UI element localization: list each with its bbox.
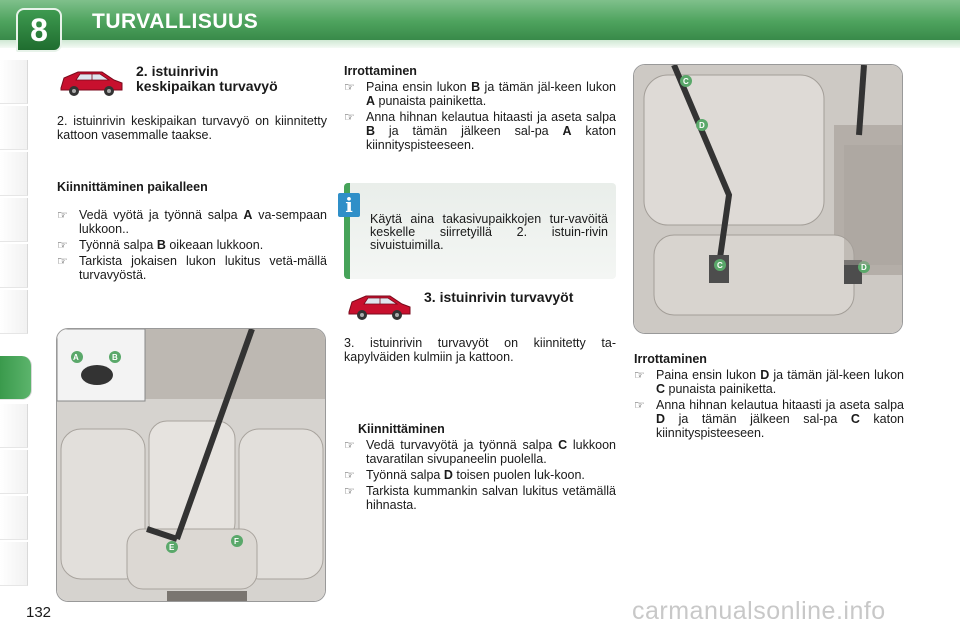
bullet-icon: ☞ [344,438,355,452]
info-icon: i [338,193,360,217]
row3-intro: 3. istuinrivin turvavyöt on kiinnitetty ta-kapylväiden kulmiin ja kattoon. [344,336,616,364]
heading-line: 2. istuinrivin [136,63,219,79]
fasten3-list [344,438,616,514]
photo-label: D [861,263,867,272]
list-item: ☞ Vedä vyötä ja työnnä salpa A va-sempaan lukkoon.. [57,208,327,236]
photo-label: B [112,353,118,362]
photo-label: C [717,261,723,270]
bullet-icon: ☞ [57,254,68,268]
chapter-tab[interactable] [0,106,28,150]
chapter-tab[interactable] [0,152,28,196]
section-heading-row2 [136,64,278,94]
release-list [344,80,616,154]
heading-line: keskipaikan turvavyö [136,78,278,94]
photo-label: D [699,121,705,130]
fasten-heading: Kiinnittäminen paikalleen [57,180,208,194]
list-item: ☞ Anna hihnan kelautua hitaasti ja aseta salpa B ja tämän jälkeen sal-pa A katon kiinnityspisteeseen. [344,110,616,152]
chapter-tab-active[interactable] [0,356,32,400]
seatbelt-photo-row3 [633,64,903,334]
list-item: ☞ Vedä turvavyötä ja työnnä salpa C lukkoon tavaratilan sivupaneelin puolella. [344,438,616,466]
list-item: ☞ Paina ensin lukon D ja tämän jäl-keen lukon C punaista painiketta. [634,368,905,396]
section-heading-row3: 3. istuinrivin turvavyöt [424,289,574,305]
list-item: ☞ Työnnä salpa D toisen puolen luk-koon. [344,468,585,482]
bullet-icon: ☞ [57,208,68,222]
chapter-tab[interactable] [0,244,28,288]
list-item: ☞ Tarkista jokaisen lukon lukitus vetä-mällä turvavyöstä. [57,254,327,282]
photo-label: A [73,353,79,362]
chapter-tab[interactable] [0,198,28,242]
release3-list [634,368,904,442]
release3-heading: Irrottaminen [634,352,707,366]
chapter-tab[interactable] [0,496,28,540]
bullet-icon: ☞ [344,468,355,482]
chapter-tab[interactable] [0,450,28,494]
bullet-icon: ☞ [344,80,355,94]
fasten-list [57,208,327,284]
list-item: ☞ Paina ensin lukon B ja tämän jäl-keen lukon A punaista painiketta. [344,80,616,108]
bullet-icon: ☞ [57,238,68,252]
chapter-number-badge: 8 [16,8,62,52]
watermark: carmanualsonline.info [632,597,886,625]
row2-intro: 2. istuinrivin keskipaikan turvavyö on kiinnitetty kattoon vasemmalle taakse. [57,114,327,142]
list-item: ☞ Työnnä salpa B oikeaan lukkoon. [57,238,264,252]
photo-label: F [234,537,239,546]
chapter-tab[interactable] [0,60,28,104]
fasten3-heading: Kiinnittäminen [358,422,445,436]
chapter-tab[interactable] [0,404,28,448]
list-item: ☞ Anna hihnan kelautua hitaasti ja aseta salpa D ja tämän jälkeen sal-pa C katon kiinnityspisteeseen. [634,398,904,440]
photo-label: C [683,77,689,86]
car-icon [56,64,126,98]
chapter-tab[interactable] [0,542,28,586]
photo-label: E [169,543,175,552]
bullet-icon: ☞ [344,484,355,498]
chapter-tabs [0,60,30,580]
bullet-icon: ☞ [344,110,355,124]
bullet-icon: ☞ [634,398,645,412]
car-icon [344,288,414,322]
bullet-icon: ☞ [634,368,645,382]
release-heading: Irrottaminen [344,64,417,78]
info-text: Käytä aina takasivupaikkojen tur-vavöitä keskelle siirretyillä 2. istuin-rivin sivuistuimilla. [370,212,608,252]
chapter-title: TURVALLISUUS [92,10,259,33]
page-number: 132 [26,604,52,621]
chapter-tab[interactable] [0,290,28,334]
seatbelt-photo-row2 [56,328,326,602]
list-item: ☞ Tarkista kummankin salvan lukitus vetämällä hihnasta. [344,484,616,512]
header-shadow [0,40,960,48]
